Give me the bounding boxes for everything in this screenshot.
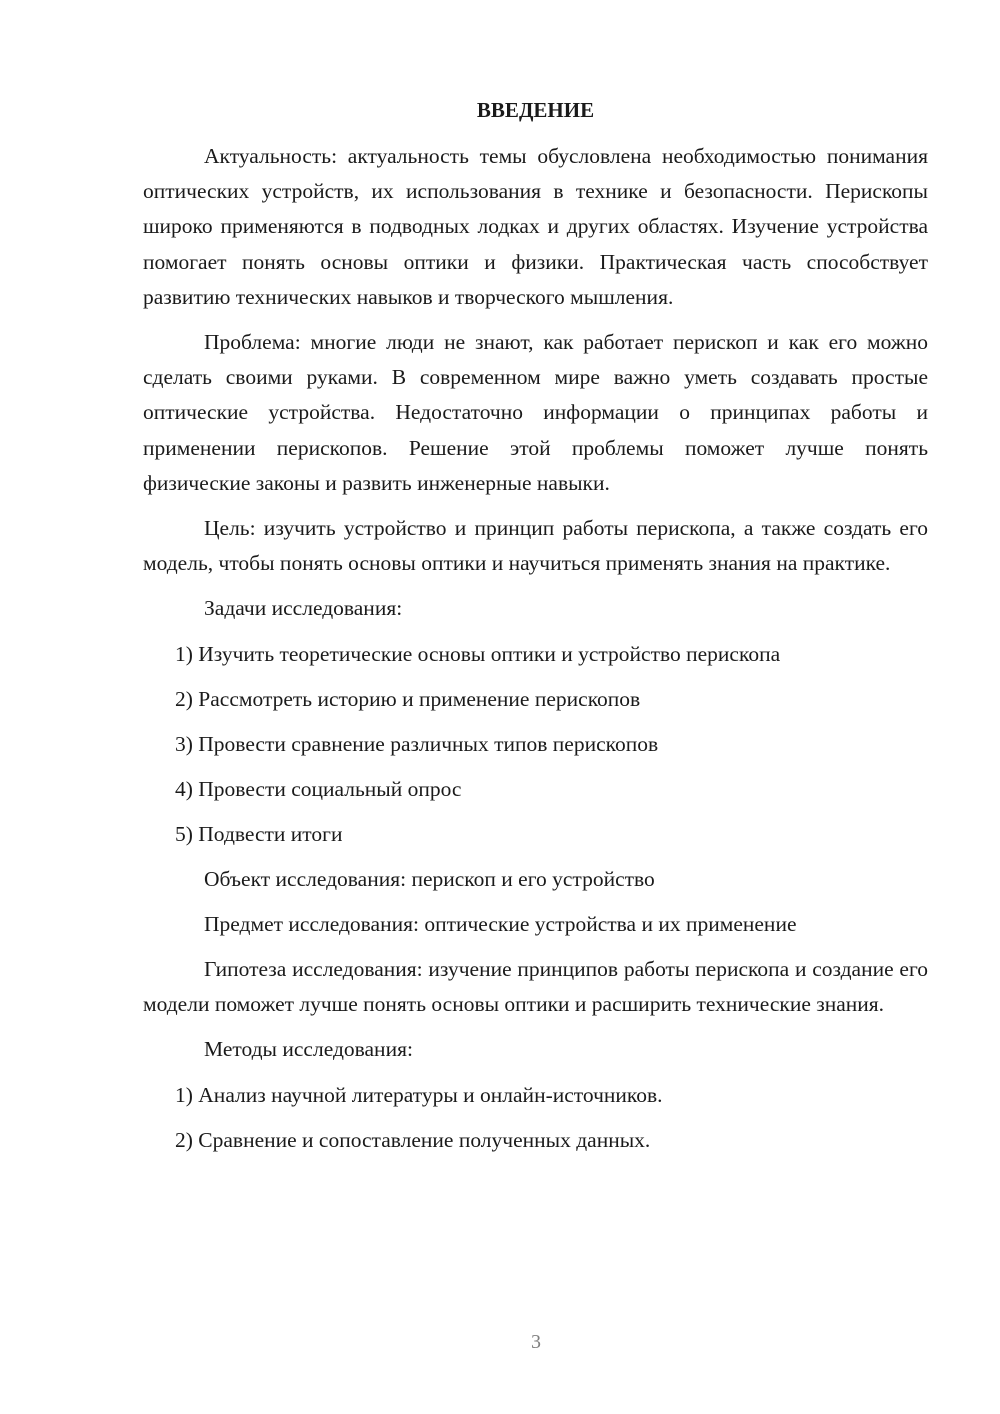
document-page bbox=[143, 95, 928, 1168]
page-number: 3 bbox=[531, 1331, 541, 1353]
task-item: 5) Подвести итоги bbox=[175, 821, 343, 846]
method-item: 2) Сравнение и сопоставление полученных данных. bbox=[175, 1127, 651, 1152]
task-item: 1) Изучить теоретические основы оптики и устройство перископа bbox=[175, 641, 781, 666]
method-item: 1) Анализ научной литературы и онлайн-источников. bbox=[175, 1082, 663, 1107]
task-item: 4) Провести социальный опрос bbox=[175, 776, 462, 801]
methods-label: Методы исследования: bbox=[204, 1037, 413, 1062]
task-item: 2) Рассмотреть историю и применение перископов bbox=[175, 686, 641, 711]
section-title: ВВЕДЕНИЕ bbox=[476, 98, 595, 122]
goal-paragraph: Цель: изучить устройство и принцип работы перископа, а также создать его модель, чтобы понять основы оптики и научиться применять знания на практике. bbox=[143, 516, 928, 576]
object-paragraph: Объект исследования: перископ и его устройство bbox=[204, 866, 655, 891]
tasks-label: Задачи исследования: bbox=[204, 596, 403, 621]
hypothesis-paragraph: Гипотеза исследования: изучение принципов работы перископа и создание его модели поможет лучше понять основы оптики и расширить технические знания. bbox=[143, 957, 928, 1017]
subject-paragraph: Предмет исследования: оптические устройства и их применение bbox=[204, 911, 797, 936]
problem-paragraph: Проблема: многие люди не знают, как работает перископ и как его можно сделать своими руками. В современном мире важно уметь создавать простые оптические устройства. Недостаточно информации о принципах работы и применении перископов. Решение этой проблемы поможет лучше понять физические законы и развить инженерные навыки. bbox=[143, 330, 928, 495]
relevance-paragraph: Актуальность: актуальность темы обусловлена необходимостью понимания оптических устройств, их использования в технике и безопасности. Перископы широко применяются в подводных лодках и других областях. Изучение устройства помогает понять основы оптики и физики. Практическая часть способствует развитию технических навыков и творческого мышления. bbox=[143, 144, 928, 309]
task-item: 3) Провести сравнение различных типов перископов bbox=[175, 731, 659, 756]
